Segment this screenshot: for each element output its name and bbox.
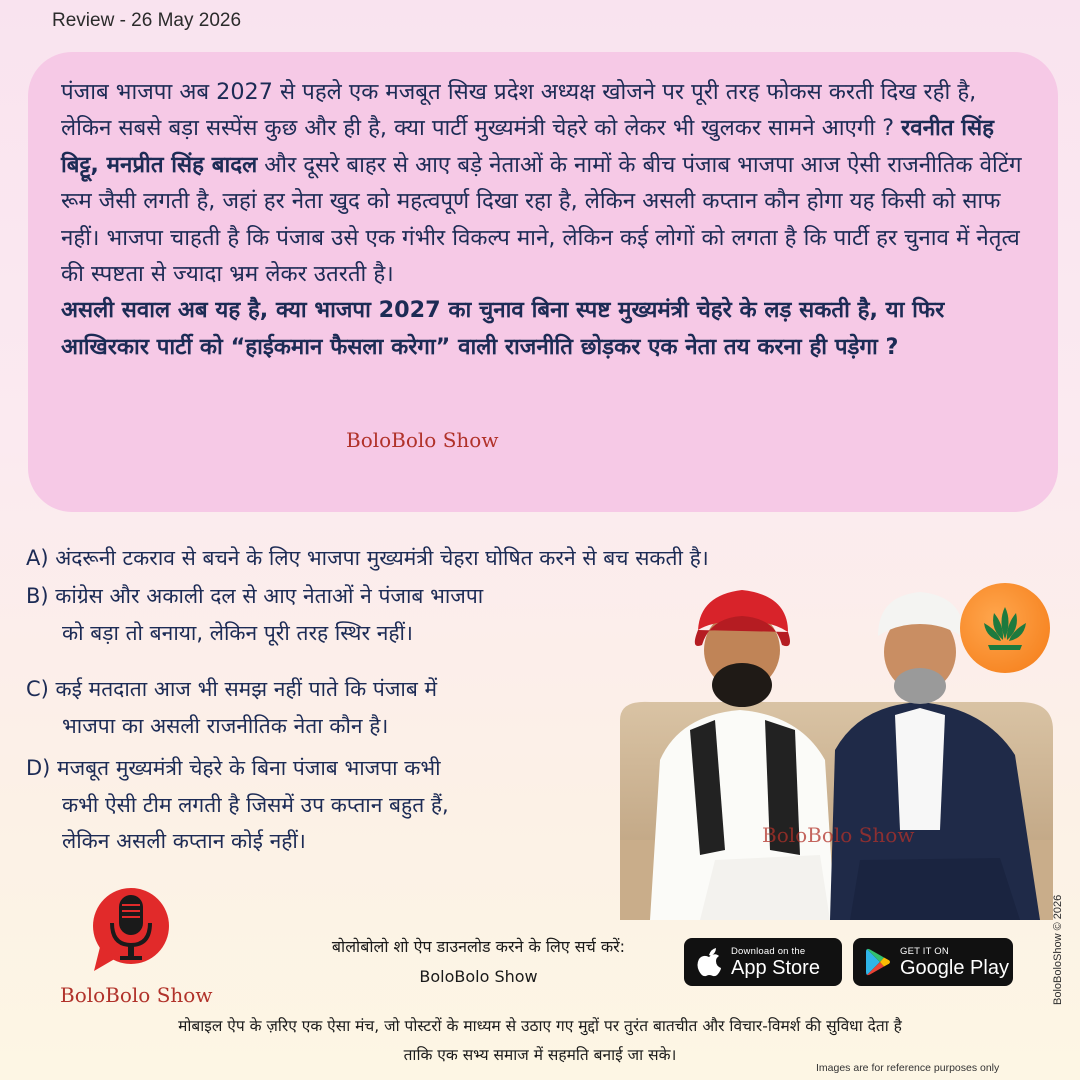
disclaimer-text: Images are for reference purposes only <box>816 1062 1000 1074</box>
footer-line-2: ताकि एक सभ्य समाज में सहमति बनाई जा सके। <box>403 1046 677 1064</box>
article-text-part-2: और दूसरे बाहर से आए बड़े नेताओं के नामों के बीच पंजाब भाजपा आज ऐसी राजनीतिक वेटिंग रूम जैसी लगती है, जहां हर नेता खुद को महत्वपूर्ण दिखा रहा है, लेकिन असली कप्तान कौन होगा यह किसी को साफ नहीं। भाजपा चाहती है कि पंजाब उसे एक गंभीर विकल्प माने, लेकिन कई लोगों को लगता है कि पार्टी हर चुनाव में नेतृत्व की स्पष्टता से ज्यादा भ्रम लेकर उतरती है। <box>61 151 1022 288</box>
person-left-figure <box>650 590 835 920</box>
option-b[interactable] <box>26 578 483 651</box>
footer-line-1: मोबाइल ऐप के ज़रिए एक ऐसा मंच, जो पोस्टरों के माध्यम से उठाए गए मुद्दों पर तुरंत बातचीत और विचार-विमर्श की सुविधा देता है <box>178 1017 902 1035</box>
review-date: Review - 26 May 2026 <box>52 10 242 31</box>
download-line-1: बोलोबोलो शो ऐप डाउनलोड करने के लिए सर्च करें: <box>331 937 626 956</box>
card-watermark: BoloBolo Show <box>346 428 499 452</box>
article-paragraph <box>61 74 1026 292</box>
option-c-line-2: भाजपा का असली राजनीतिक नेता कौन है। <box>62 713 389 738</box>
side-copyright: BoloBoloShow © 2026 <box>1052 894 1064 1005</box>
google-play-button[interactable] <box>853 938 1013 986</box>
app-store-small-label: Download on the <box>731 945 806 957</box>
download-instructions <box>286 932 671 992</box>
option-b-line-2: को बड़ा तो बनाया, लेकिन पूरी तरह स्थिर नहीं। <box>62 620 413 645</box>
highlighted-names: रवनीत सिंह बिट्टू, मनप्रीत सिंह बादल <box>61 115 994 178</box>
option-c[interactable] <box>26 671 437 744</box>
option-d-line-3: लेकिन असली कप्तान कोई नहीं। <box>62 829 306 853</box>
google-play-label: Google Play <box>900 956 1009 979</box>
apple-icon <box>696 947 722 977</box>
microphone-logo-icon <box>90 885 172 977</box>
bjp-lotus-badge <box>960 583 1050 673</box>
lotus-icon <box>960 583 1050 673</box>
option-b-line-1: B) कांग्रेस और अकाली दल से आए नेताओं ने पंजाब भाजपा <box>26 584 484 608</box>
google-play-icon <box>865 948 891 976</box>
article-text-part-1: पंजाब भाजपा अब 2027 से पहले एक मजबूत सिख प्रदेश अध्यक्ष खोजने पर पूरी तरह फोकस करती दिख रही है, लेकिन सबसे बड़ा सस्पेंस कुछ और ही है, क्या पार्टी मुख्यमंत्री चेहरे को लेकर भी खुलकर सामने आएगी ? <box>61 79 977 142</box>
brand-name: BoloBolo Show <box>60 983 213 1007</box>
option-a[interactable] <box>26 540 709 577</box>
app-store-button[interactable] <box>684 938 842 986</box>
google-play-small-label: GET IT ON <box>900 945 949 957</box>
article-card <box>28 52 1058 512</box>
option-a-text: A) अंदरूनी टकराव से बचने के लिए भाजपा मुख्यमंत्री चेहरा घोषित करने से बच सकती है। <box>26 546 709 570</box>
option-c-line-1: C) कई मतदाता आज भी समझ नहीं पाते कि पंजाब में <box>26 677 438 701</box>
photo-watermark: BoloBolo Show <box>762 823 915 847</box>
download-app-name: BoloBolo Show <box>419 967 538 986</box>
option-d-line-1: D) मजबूत मुख्यमंत्री चेहरे के बिना पंजाब भाजपा कभी <box>26 756 441 780</box>
option-d[interactable] <box>26 750 449 860</box>
app-store-label: App Store <box>731 956 820 979</box>
key-question: असली सवाल अब यह है, क्या भाजपा 2027 का चुनाव बिना स्पष्ट मुख्यमंत्री चेहरे के लड़ सकती है, या फिर आखिरकार पार्टी को “हाईकमान फैसला करेगा” वाली राजनीति छोड़कर एक नेता तय करना ही पड़ेगा ? <box>61 297 945 360</box>
option-d-line-2: कभी ऐसी टीम लगती है जिसमें उप कप्तान बहुत हैं, <box>62 792 449 817</box>
